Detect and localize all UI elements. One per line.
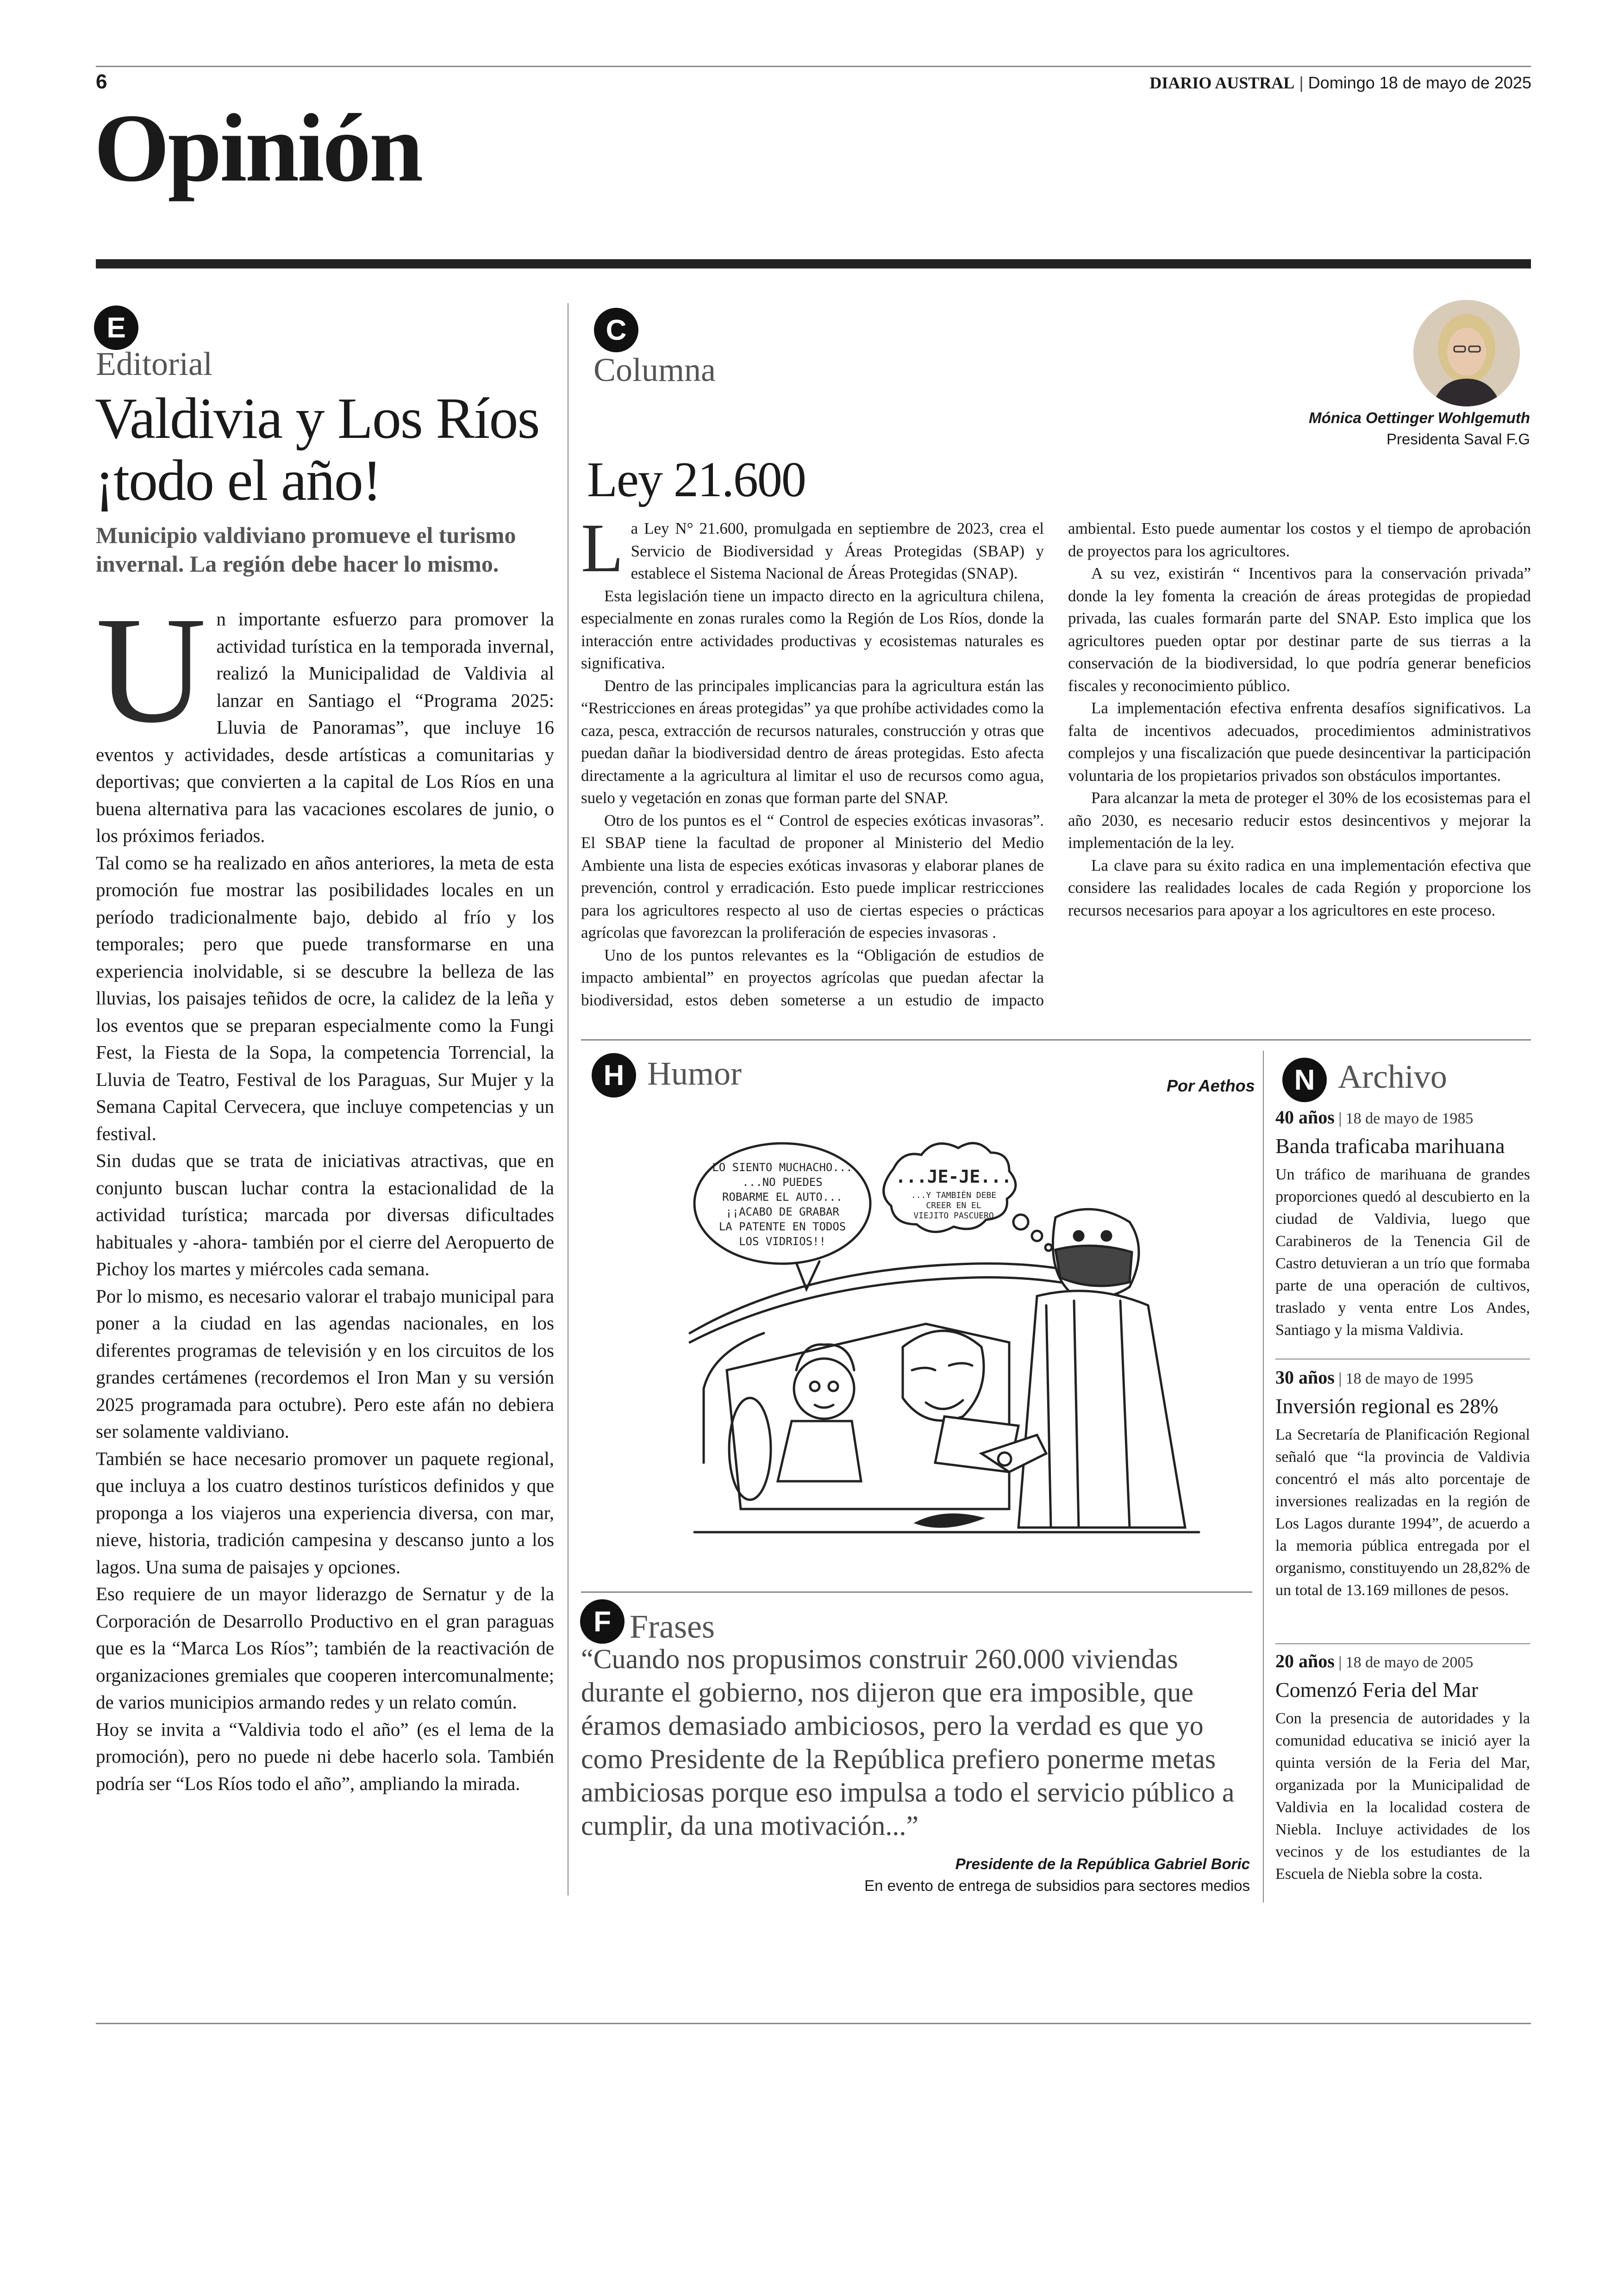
- archivo-divider: [1275, 1643, 1530, 1644]
- columna-bottom-rule: [581, 1039, 1531, 1041]
- bubble-right-main: ...JE-JE...: [895, 1166, 1012, 1187]
- columna-title: Ley 21.600: [587, 452, 806, 507]
- humor-badge: H: [592, 1053, 636, 1098]
- archivo-headline: Banda traficaba marihuana: [1275, 1134, 1505, 1158]
- masthead-line: DIARIO AUSTRAL | Domingo 18 de mayo de 2025: [1149, 73, 1531, 92]
- archivo-years: 30 años: [1275, 1367, 1335, 1388]
- archivo-label: Archivo: [1338, 1058, 1447, 1095]
- frases-badge: F: [580, 1599, 625, 1644]
- archivo-item: 40 años | 18 de mayo de 1985 Banda traficaba marihuana Un tráfico de marihuana de grandes proporciones quedó al descubierto en la ciudad de Valdivia, luego que Carabineros de la Tenencia Gil de Castro detuvieran a un trío que formaba parte de una operación de cultivos, traslado y venta entre Los Andes, Santiago y la misma Valdivia.: [1275, 1106, 1530, 1341]
- author-role: Presidenta Saval F.G: [1387, 430, 1530, 448]
- editorial-paragraph: Tal como se ha realizado en años anteriores, la meta de esta promoción fue mostrar las posibilidades locales en un período tradicionalmente bajo, debido al frío y los temporales; pero que puede transformarse en una experiencia inolvidable, si se descubre la belleza de las lluvias, los paisajes teñidos de ocre, la calidez de la leña y los eventos que se preparan especialmente como la Fungi Fest, la Fiesta de la Sopa, la competencia Torrencial, la Lluvia de Teatro, Festival de los Paraguas, Sur Mujer y la Semana Capital Cervecera, que incluye competencias y un festival.: [96, 852, 554, 1144]
- archivo-date: 18 de mayo de 1985: [1345, 1110, 1474, 1127]
- columna-paragraph: La implementación efectiva enfrenta desafíos significativos. La falta de incentivos adecuados, procedimientos administrativos complejos y una fiscalización que puede desincentivar la participación voluntaria de los propietarios privados son obstáculos importantes.: [1068, 699, 1531, 785]
- frases-context: En evento de entrega de subsidios para sectores medios: [864, 1877, 1250, 1894]
- frases-attribution: Presidente de la República Gabriel Boric: [955, 1855, 1250, 1872]
- section-title: Opinión: [94, 94, 422, 202]
- footer-rule: [96, 2023, 1531, 2024]
- columna-body: [581, 510, 1531, 1017]
- bubble-left-line: ROBARME EL AUTO...: [722, 1191, 843, 1204]
- editorial-paragraph: n importante esfuerzo para promover la actividad turística en la temporada invernal, realizó la Municipalidad de Valdivia al lanzar en Santiago el “Programa 2025: Lluvia de Panoramas”, que incluye 16 eventos y actividades, desde artísticas a comunitarias y deportivas; que convierten a la capital de Los Ríos en una buena alternativa para las vacaciones escolares de junio, o los próximos feriados.: [96, 608, 554, 846]
- archivo-headline: Inversión regional es 28%: [1275, 1394, 1499, 1418]
- columna-paragraph: Para alcanzar la meta de proteger el 30% de los ecosistemas para el año 2030, es necesario reducir estos desincentivos y mejorar la implementación de la ley.: [1068, 789, 1531, 852]
- bubble-right-small: ...Y TAMBIÉN DEBE: [911, 1191, 997, 1200]
- editorial-label: Editorial: [96, 345, 212, 382]
- bubble-left-line: ...NO PUEDES: [742, 1176, 823, 1189]
- bubble-right-small: CREER EN EL: [926, 1201, 981, 1210]
- humor-bottom-rule: [581, 1591, 1252, 1593]
- columna-paragraph: Dentro de las principales implicancias para la agricultura están las “Restricciones en áreas protegidas” ya que prohíbe actividades como la caza, pesca, extracción de recursos naturales, construcción y otras que puedan dañar la biodiversidad dentro de áreas protegidas. Esto afecta directamente a la agricultura al limitar el uso de recursos como agua, suelo y vegetación en zonas que forman parte del SNAP.: [581, 676, 1044, 807]
- editorial-badge: E: [94, 306, 138, 350]
- top-rule: [96, 66, 1531, 67]
- issue-date: Domingo 18 de mayo de 2025: [1308, 73, 1531, 92]
- editorial-paragraph: Eso requiere de un mayor liderazgo de Sernatur y de la Corporación de Desarrollo Productivo en el gran paraguas que es la “Marca Los Ríos”; también de la reactivación de organizaciones gremiales que cooperen intercomunalmente; de varios municipios armando redes y un relato común.: [96, 1583, 554, 1713]
- page-number: 6: [96, 70, 107, 93]
- author-name: Mónica Oettinger Wohlgemuth: [1309, 409, 1530, 426]
- editorial-title-line1: Valdivia y Los Ríos: [95, 387, 539, 451]
- editorial-drop-cap: U: [96, 586, 206, 755]
- frases-quote: “Cuando nos propusimos construir 260.000 viviendas durante el gobierno, nos dijeron que era imposible, que éramos demasiado ambiciosos, pero la verdad es que yo como Presidente de la República prefiero ponerme metas ambiciosas porque eso impulsa a todo el servicio público a cumplir, da una motivación...”: [581, 1644, 1235, 1841]
- divider-right: [1263, 1051, 1264, 1902]
- columna-badge: C: [594, 308, 638, 352]
- masthead: DIARIO AUSTRAL: [1149, 74, 1295, 92]
- columna-drop-cap: L: [581, 510, 624, 586]
- archivo-years: 40 años: [1275, 1107, 1335, 1128]
- author-avatar-icon: [1413, 300, 1520, 406]
- columna-paragraph: Uno de los puntos relevantes es la “Obligación de estudios de impacto ambiental” en proyectos agrícolas que puedan afectar la biodiversidad, estos deben someterse a un estudio de impacto ambiental. Esto puede aumentar los costos y el tiempo de aprobación de proyectos para los agricultores.: [581, 519, 1531, 1009]
- archivo-body: Con la presencia de autoridades y la comunidad educativa se inició ayer la quinta versión de la Feria del Mar, organizada por la Municipalidad de Valdivia en la localidad costera de Niebla. Incluye actividades de los vecinos y de los estudiantes de la Escuela de Niebla sobre la costa.: [1275, 1710, 1530, 1883]
- columna-label: Columna: [593, 351, 716, 388]
- frases-label: Frases: [630, 1608, 715, 1645]
- humor-byline: Por Aethos: [1167, 1076, 1255, 1095]
- archivo-date: 18 de mayo de 1995: [1345, 1370, 1474, 1387]
- columna-paragraph: La clave para su éxito radica en una implementación efectiva que considere las realidades locales de cada Región y proporcione los recursos necesarios para apoyar a los agricultores en este proceso.: [1068, 856, 1531, 919]
- cartoon-drawing: [685, 1129, 1204, 1546]
- archivo-item: 30 años | 18 de mayo de 1995 Inversión regional es 28% La Secretaría de Planificación Regional señaló que “la provincia de Valdivia concentró el más alto porcentaje de inversiones realizadas en la región de Los Lagos durante 1994”, de acuerdo a la memoria pública entregada por el organismo, constituyendo un 28,82% de un total de 13.169 millones de pesos.: [1275, 1366, 1530, 1602]
- archivo-body: La Secretaría de Planificación Regional señaló que “la provincia de Valdivia concentró el más alto porcentaje de inversiones realizadas en la región de Los Lagos durante 1994”, de acuerdo a la memoria pública entregada por el organismo, constituyendo un 28,82% de un total de 13.169 millones de pesos.: [1275, 1426, 1530, 1599]
- author-credit: [1309, 407, 1530, 450]
- cartoon: [685, 1129, 1204, 1546]
- frases-credit: [864, 1853, 1250, 1896]
- editorial-paragraph: Hoy se invita a “Valdivia todo el año” (es el lema de la promoción), pero no puede ni debe hacerlo sola. También podría ser “Los Ríos todo el año”, ampliando la mirada.: [96, 1718, 554, 1794]
- archivo-divider: [1275, 1359, 1530, 1360]
- archivo-date: 18 de mayo de 2005: [1345, 1654, 1474, 1671]
- columna-paragraph: La Ley N° 21.600, promulgada en septiembre de 2023, crea el Servicio de Biodiversidad y Áreas Protegidas (SBAP) y establece el Sistema Nacional de Áreas Protegidas (SNAP).: [581, 510, 1044, 586]
- archivo-years: 20 años: [1275, 1651, 1335, 1671]
- archivo-badge: N: [1282, 1058, 1327, 1102]
- editorial-paragraph: Sin dudas que se trata de iniciativas atractivas, que en conjunto buscan luchar contra la estacionalidad de la actividad turística; marcada por diversas dificultades habituales y -ahora- también por el cierre del Aeropuerto de Pichoy los martes y miércoles cada semana.: [96, 1150, 554, 1279]
- bubble-left-line: LO SIENTO MUCHACHO...: [712, 1161, 853, 1174]
- columna-paragraph: Esta legislación tiene un impacto directo en la agricultura chilena, especialmente en zonas rurales como la Región de Los Ríos, donde la interacción entre actividades productivas y ecosistemas naturales es significativa.: [581, 586, 1044, 672]
- archivo-headline: Comenzó Feria del Mar: [1275, 1678, 1479, 1702]
- bubble-left-line: ¡¡ACABO DE GRABAR: [725, 1205, 839, 1218]
- editorial-title-line2: ¡todo el año!: [95, 449, 381, 513]
- columna-paragraph: A su vez, existirán “ Incentivos para la conservación privada” donde la ley fomenta la creación de áreas protegidas de propiedad privada, las cuales formarán parte del SNAP. Esto implica que los agricultores pueden optar por destinar parte de sus tierras a la conservación de la biodiversidad, lo que podría generar beneficios fiscales y reconocimiento público.: [1068, 564, 1531, 695]
- editorial-paragraph: Por lo mismo, es necesario valorar el trabajo municipal para poner a la ciudad en las agendas nacionales, en los diferentes programas de televisión y en los circuitos de los grandes certámenes (recordemos el Iron Man y su versión 2025 programada para octubre). Pero este afán no debiera ser solamente valdiviano.: [96, 1285, 554, 1442]
- editorial-subtitle: Municipio valdiviano promueve el turismo invernal. La región debe hacer lo mismo.: [96, 522, 516, 577]
- editorial-paragraph: También se hace necesario promover un paquete regional, que incluya a los cuatro destinos turísticos definidos y que proponga a los viajeros una experiencia diversa, con mar, nieve, historia, tradición campesina y descanso junto a los lagos. Una suma de paisajes y opciones.: [96, 1447, 554, 1578]
- humor-label: Humor: [647, 1055, 742, 1092]
- archivo-body: Un tráfico de marihuana de grandes proporciones quedó al descubierto en la ciudad de Valdivia, luego que Carabineros de la Tenencia Gil de Castro detuvieran a un trío que formaba parte de una operación de cultivos, traslado y venta entre Los Andes, Santiago y la misma Valdivia.: [1275, 1166, 1530, 1339]
- archivo-item: 20 años | 18 de mayo de 2005 Comenzó Feria del Mar Con la presencia de autoridades y la comunidad educativa se inició ayer la quinta versión de la Feria del Mar, organizada por la Municipalidad de Valdivia en la localidad costera de Niebla. Incluye actividades de los vecinos y de los estudiantes de la Escuela de Niebla sobre la costa.: [1275, 1650, 1530, 1885]
- bubble-left-line: LOS VIDRIOS!!: [739, 1235, 826, 1248]
- columna-paragraph: Otro de los puntos es el “ Control de especies exóticas invasoras”. El SBAP tiene la facultad de proponer al Ministerio del Medio Ambiente una lista de especies exóticas invasoras y elaborar planes de prevención, control y erradicación. Esto puede implicar restricciones para los agricultores respecto al uso de ciertas especies o prácticas agrícolas que favorezcan la proliferación de especies invasoras .: [581, 811, 1044, 942]
- editorial-body: [96, 586, 554, 1797]
- editorial-headline: [95, 388, 558, 512]
- bubble-right-small: VIEJITO PASCUERO: [913, 1211, 994, 1221]
- header-thick-rule: [96, 259, 1531, 268]
- bubble-left-line: LA PATENTE EN TODOS: [718, 1220, 846, 1233]
- author-photo: [1413, 300, 1520, 406]
